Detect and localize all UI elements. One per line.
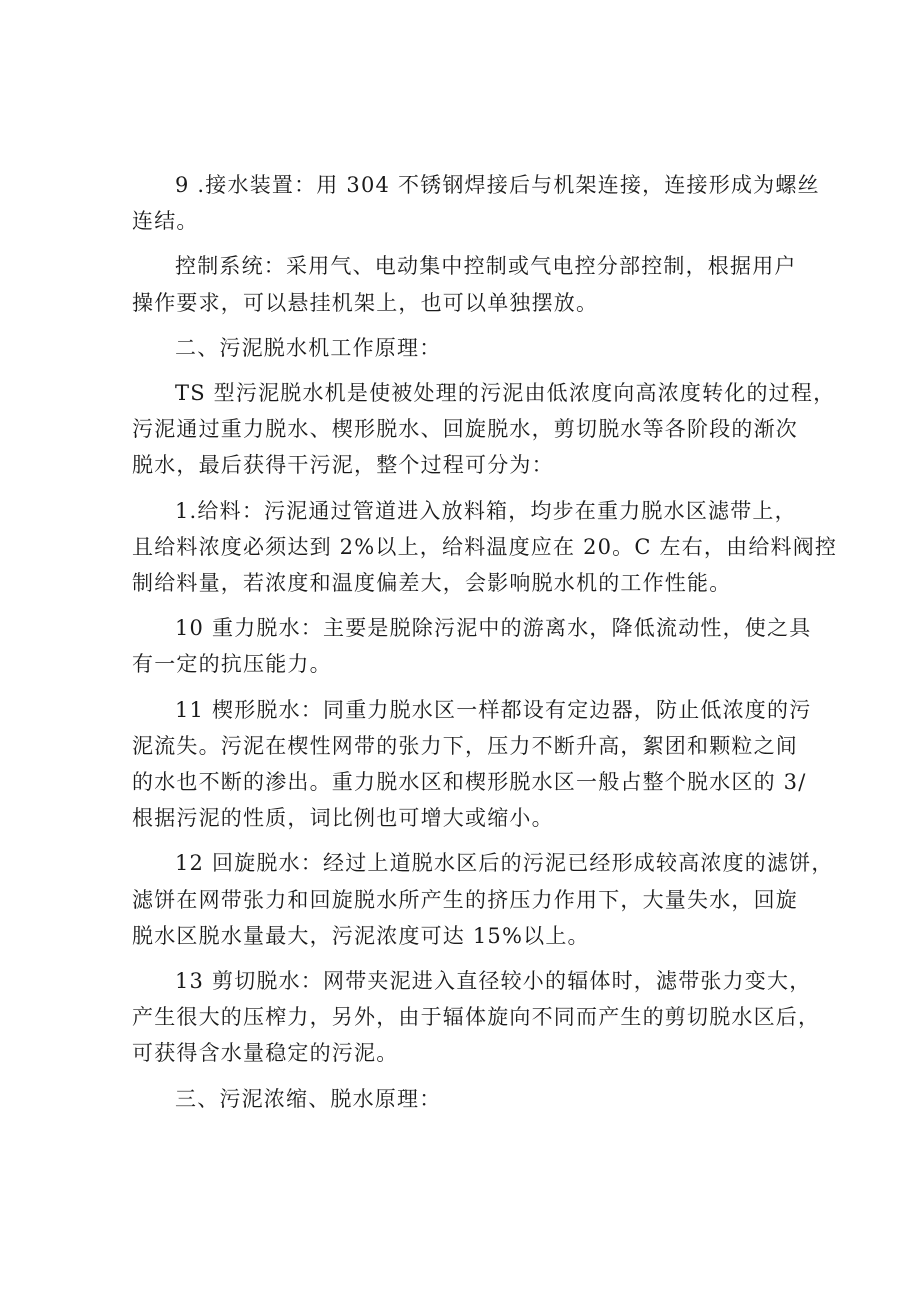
text-line: 脱水区脱水量最大，污泥浓度可达 15%以上。 bbox=[132, 923, 590, 948]
text-line: 泥流失。污泥在楔性网带的张力下，压力不断升高，絮团和颗粒之间 bbox=[132, 733, 798, 758]
text-line: 污泥通过重力脱水、楔形脱水、回旋脱水，剪切脱水等各阶段的渐次 bbox=[132, 417, 798, 442]
paragraph-wedge-dewatering bbox=[132, 692, 812, 837]
text-line: 10 重力脱水：主要是脱除污泥中的游离水，降低流动性，使之具 bbox=[175, 616, 812, 641]
text-line: 可获得含水量稳定的污泥。 bbox=[132, 1041, 399, 1066]
text-line: 脱水，最后获得干污泥，整个过程可分为： bbox=[132, 453, 554, 478]
paragraph-ts-intro bbox=[132, 375, 836, 484]
text-line: 13 剪切脱水：网带夹泥进入直径较小的辐体时，滤带张力变大， bbox=[175, 969, 812, 994]
heading-text: 二、污泥脱水机工作原理： bbox=[175, 335, 442, 360]
text-line: 控制系统：采用气、电动集中控制或气电控分部控制，根据用户 bbox=[175, 254, 797, 279]
text-line: 且给料浓度必须达到 2%以上，给料温度应在 20。C 左右，由给料阀控 bbox=[132, 534, 838, 559]
text-line: 9 .接水装置：用 304 不锈钢焊接后与机架连接，连接形成为螺丝 bbox=[175, 173, 820, 197]
text-line: 滤饼在网带张力和回旋脱水所产生的挤压力作用下，大量失水，回旋 bbox=[132, 887, 798, 912]
section-heading-working-principle bbox=[132, 330, 792, 366]
text-line: TS 型污泥脱水机是使被处理的污泥由低浓度向高浓度转化的过程， bbox=[175, 381, 836, 406]
paragraph-control-system bbox=[132, 248, 797, 320]
text-line: 操作要求，可以悬挂机架上，也可以单独摆放。 bbox=[132, 290, 599, 315]
text-line: 连结。 bbox=[132, 209, 199, 234]
text-line: 根据污泥的性质，词比例也可增大或缩小。 bbox=[132, 806, 554, 831]
paragraph-gravity-dewatering bbox=[132, 610, 812, 682]
text-line: 11 楔形脱水：同重力脱水区一样都设有定边器，防止低浓度的污 bbox=[175, 697, 812, 722]
heading-text: 三、污泥浓缩、脱水原理： bbox=[175, 1086, 442, 1111]
paragraph-shear-dewatering bbox=[132, 963, 821, 1072]
text-line: 的水也不断的渗出。重力脱水区和楔形脱水区一般占整个脱水区的 3/ bbox=[132, 770, 807, 795]
document-body bbox=[132, 167, 838, 1117]
paragraph-water-collector bbox=[132, 167, 820, 239]
text-line: 制给料量，若浓度和温度偏差大，会影响脱水机的工作性能。 bbox=[132, 571, 732, 596]
text-line: 12 回旋脱水：经过上道脱水区后的污泥已经形成较高浓度的滤饼， bbox=[175, 851, 834, 876]
text-line: 有一定的抗压能力。 bbox=[132, 652, 332, 677]
text-line: 产生很大的压榨力，另外，由于辐体旋向不同而产生的剪切脱水区后， bbox=[132, 1005, 821, 1030]
section-heading-thickening-principle bbox=[132, 1081, 792, 1117]
text-line: 1.给料：污泥通过管道进入放料箱，均步在重力脱水区滤带上， bbox=[175, 498, 797, 523]
paragraph-rotary-dewatering bbox=[132, 845, 834, 954]
paragraph-feeding bbox=[132, 493, 838, 602]
